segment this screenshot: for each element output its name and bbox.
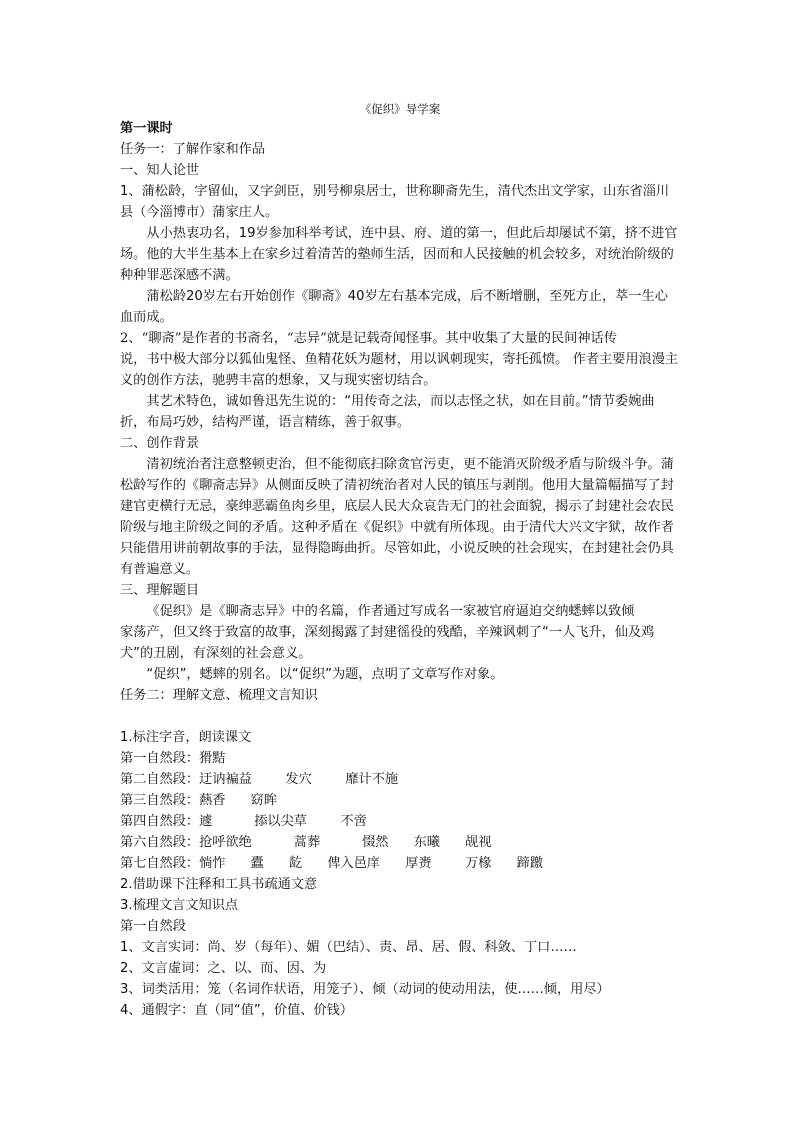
artistic-plot-rest: 婉曲折，布局巧妙，结构严谨，语言精练，善于叙事。 [120,394,655,430]
document-page [120,100,680,1021]
vocab-line: 第三自然段：爇香 窈眸 [120,793,278,808]
document-title: 《促织》导学案 [359,102,441,116]
paragraph-title-meaning-rest: 家荡产，但又终于致富的故事，深刻揭露了封建徭役的残酷，辛辣讽刺了“一人飞升，仙及鸡犬”的丑剧，有深刻的社会意义。 [120,625,655,661]
knowledge-point: 2、文言虚词：之、以、而、因、为 [120,961,327,976]
paragraph-cuzhi-definition: “促织”，蟋蟀的别名。以“促织”为题，点明了文章写作对象。 [146,667,504,682]
paragraph-one-label: 第一自然段 [120,919,186,934]
paragraph-author-career: 从小热衷功名，19岁参加科举考试，连中县、府、道的第一，但此后却屡试不第，挤不进官场。他的大半生基本上在家乡过着清苦的塾师生活，因而和人民接触的机会较多，对统治阶级的种种罪恶深感不满。 [120,226,678,283]
paragraph-liaozhai-line1: 2、“聊斋”是作者的书斋名，“志异”就是记载奇闻怪事。其中收集了大量的民间神话传 [120,331,617,346]
paragraph-artistic-style [120,391,680,433]
vocab-line: 第四自然段：遽 掭以尖草 不啻 [120,814,367,829]
artistic-plot-start: 情节委 [588,394,629,409]
lesson-heading: 第一课时 [120,121,173,136]
task-two-heading: 任务二：理解文意、梳理文言知识 [120,688,318,703]
section-two-heading: 二、创作背景 [120,436,200,451]
vocab-line: 第二自然段：迂讷褊益 发穴 靡计不施 [120,772,399,787]
step-three: 3.梳理文言文知识点 [120,898,239,913]
step-one: 1.标注字音，朗读课文 [120,730,252,745]
paragraph-title-meaning-line1: 《促织》是《聊斋志异》中的名篇，作者通过写成名一家被官府逼迫交纳蟋蟀以致倾 [146,604,635,619]
paragraph-author-intro: 1、蒲松龄，字留仙，又字剑臣，别号柳泉居士，世称聊斋先生，清代杰出文学家，山东省淄川县（今淄博市）蒲家庄人。 [120,184,670,220]
task-one-heading: 任务一：了解作家和作品 [120,142,266,157]
vocab-line: 第六自然段：抢呼欲绝 蒿葬 惙然 东曦 觇视 [120,835,492,850]
artistic-quote: 其艺术特色，诚如鲁迅先生说的：“用传奇之法，而以志怪之状，如在目前。” [146,394,589,409]
vocab-line: 第一自然段：猾黠 [120,751,226,766]
knowledge-point: 3、词类活用：笼（名词作状语，用笼子）、倾（动词的使动用法，使……倾，用尽） [120,982,610,997]
step-two: 2.借助课下注释和工具书疏通文意 [120,877,318,892]
knowledge-point: 4、通假字：直（同“值”，价值、价钱） [120,1003,354,1018]
paragraph-creation: 蒲松龄20岁左右开始创作《聊斋》40岁左右基本完成，后不断增删，至死方止，萃一生心血而成。 [120,289,668,325]
vocab-line: 第七自然段：惝怍 蠹 龁 俾入邑庠 厚赉 万椽 蹄躈 [120,856,544,871]
blank-line [120,706,680,727]
paragraph-background: 清初统治者注意整顿吏治，但不能彻底扫除贪官污吏，更不能消灭阶级矛盾与阶级斗争。蒲松龄写作的《聊斋志异》从侧面反映了清初统治者对人民的镇压与剥削。他用大量篇幅描写了封建官吏横行无忌，豪绅恶霸鱼肉乡里，底层人民大众哀告无门的社会面貌，揭示了封建社会农民阶级与地主阶级之间的矛盾。这种矛盾在《促织》中就有所体现。由于清代大兴文字狱，故作者只能借用讲前朝故事的手法，显得隐晦曲折。尽管如此，小说反映的社会现实，在封建社会仍具有普遍意义。 [120,457,674,577]
knowledge-point: 1、文言实词：尚、岁（每年）、媚（巴结）、责、昂、居、假、科敛、丁口…… [120,940,577,955]
paragraph-liaozhai-rest: 说，书中极大部分以狐仙鬼怪、鱼精花妖为题材，用以讽刺现实，寄托孤愤。 作者主要用浪漫主义的创作方法，驰骋丰富的想象，又与现实密切结合。 [120,352,679,388]
section-three-heading: 三、理解题目 [120,583,200,598]
section-one-heading: 一、知人论世 [120,163,200,178]
